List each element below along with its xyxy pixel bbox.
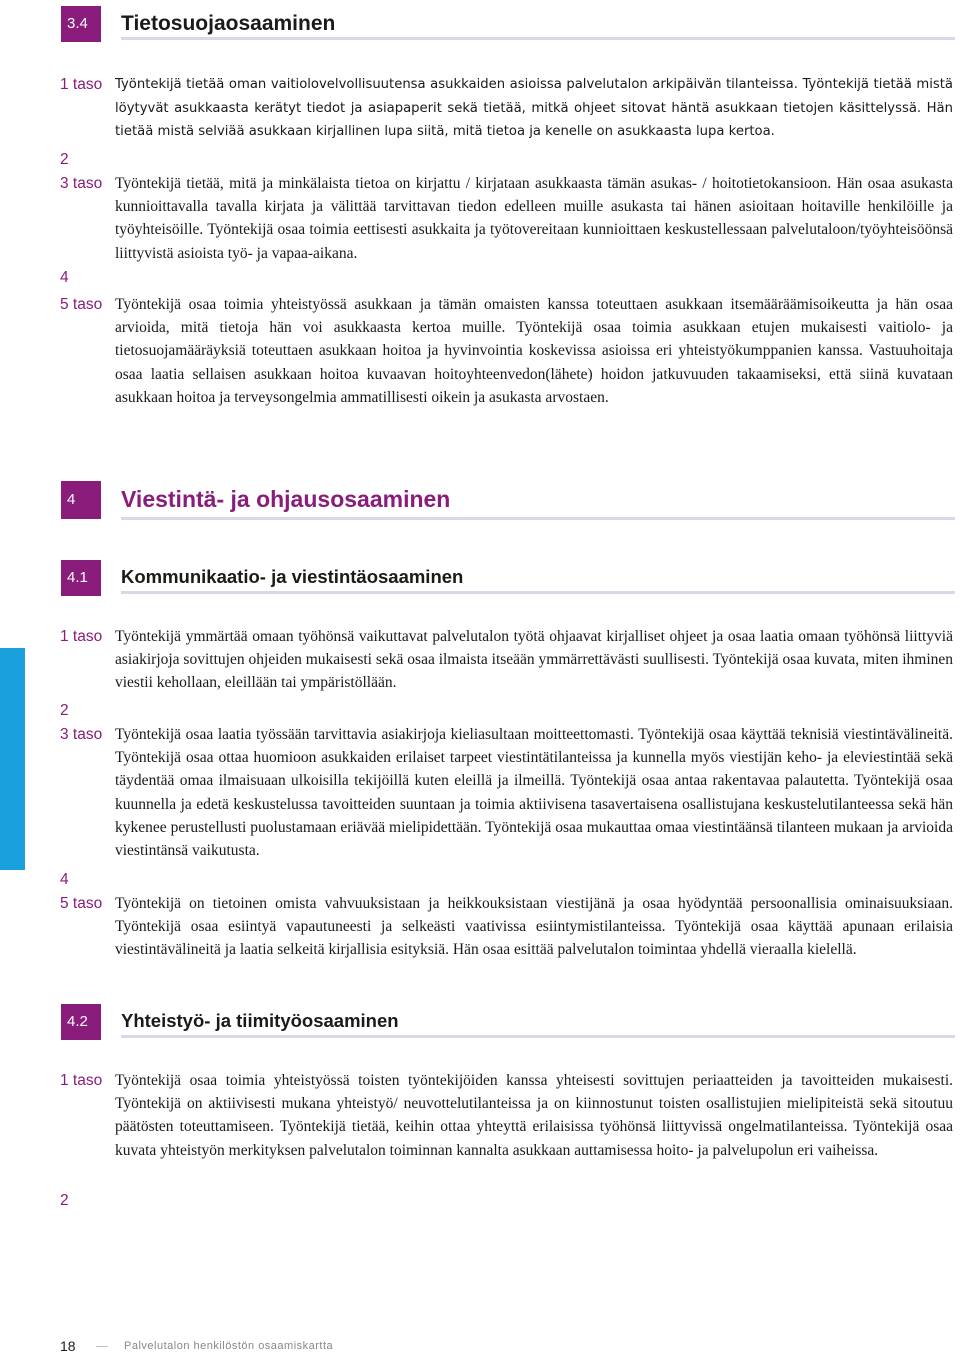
level-text: Työntekijä osaa toimia yhteistyössä toisten työntekijöiden kanssa yhteisesti sovittujen periaatteiden ja tavoitteiden mukaisesti. Työntekijä on aktiivisesti mukana yhteistyö/ neuvottelutilanteissa ja on kiinnostunut toisten osallistujien mielipiteistä sekä sitoutuu päätösten toteuttamiseen. Työntekijä tietää, keihin ottaa yhteyttä erilaisissa työhönsä liittyvissä ongelmatilanteissa. Työntekijä osaa kuvata yhteistyön merkityksen palvelutalon toiminnan kannalta asukkaan auttamisessa hoito- ja palvelupolun eri vaiheissa. [115,1072,953,1159]
level-label: 1 taso [60,76,103,93]
level-text: Työntekijä osaa toimia yhteistyössä asukkaan ja tämän omaisten kanssa toteuttaen asukkaan itsemääräämisoikeutta ja hän osaa arvioida, mitä tietoja hän voi asukkaasta kertoa muille. Työntekijä osaa toimia asukkaan etujen mukaisesti vaitiolo- ja tietosuojamääräyksiä toteuttaen asukkaan hoitoa ja hyvinvointia koskevissa asioissa eri yhteistyökumppanien kanssa. Vastuuhoitaja osaa laatia sellaisen asukkaan hoitoa kuvaavan hoitoyhteenvedon(lähete) hoidon jatkuvuuden takaamiseksi, että siinä kuvataan asukkaan hoitoa ja terveysongelmia ammatillisesti oikein ja asukasta arvostaen. [115,296,953,406]
level-label: 2 [60,151,69,168]
section-title: Yhteistyö- ja tiimityöosaaminen [121,1010,399,1031]
section-number-badge: 3.4 [61,6,101,42]
level-label: 2 [60,1192,69,1209]
section-rule [121,517,955,520]
level-label: 4 [60,269,69,286]
level-text: Työntekijä on tietoinen omista vahvuuksistaan ja heikkouksistaan viestijänä ja osaa hyödyntää persoonallisia ominaisuuksiaan. Työntekijä osaa esiintyä vapautuneesti ja selkeästi vaativissa esiintymistilanteissa. Työntekijä osaa käyttää apunaan erilaisia viestintävälineitä ja laatia selkeitä kirjallisia esityksiä. Hän osaa esittää palvelutalon toimintaa yhdellä vieraalla kielellä. [115,895,953,959]
footer-document-title: Palvelutalon henkilöstön osaamiskartta [124,1340,334,1352]
section-title: Tietosuojaosaaminen [121,12,336,35]
section-rule [121,37,955,40]
level-label: 1 taso [60,628,103,645]
section-rule [121,1035,955,1038]
level-text: Työntekijä ymmärtää omaan työhönsä vaikuttavat palvelutalon työtä ohjaavat kirjalliset ohjeet ja osaa laatia omaan työhönsä liittyviä asiakirjoja sovittujen ohjeiden mukaisesti sekä osaa ilmaista itseään ymmärrettävästi suullisesti. Työntekijä osaa kuvata, miten ihminen viestii kehollaan, eleillään tai ympäristöllään. [115,628,954,692]
section-number-badge: 4 [61,481,101,519]
level-label: 1 taso [60,1072,103,1089]
page-number: 18 [60,1338,76,1354]
section-number-badge: 4.1 [61,560,101,596]
level-label: 2 [60,702,69,719]
level-text: Työntekijä tietää oman vaitiolovelvollisuutensa asukkaiden asioissa palvelutalon arkipäivän tilanteissa. Työntekijä tietää mistä löytyvät asukkaasta kerätyt tiedot ja asiapaperit sekä tietää, mitkä ohjeet sitovat häntä asukkaan tietojen käsittelyssä. Hän tietää mistä selviää asukkaan kirjallinen lupa siitä, mitä tietoa ja kenelle on asukkaasta lupa kertoa. [115,77,953,139]
level-label: 5 taso [60,895,103,912]
section-title: Kommunikaatio- ja viestintäosaaminen [121,566,464,587]
level-label: 4 [60,871,69,888]
level-text: Työntekijä osaa laatia työssään tarvittavia asiakirjoja kieliasultaan moitteettomasti. Työntekijä osaa käyttää teknisiä viestintävälineitä. Työntekijä osaa ottaa huomioon asukkaiden erilaiset tarpeet viestintätilanteissa ja kunnella myös viestijän keho- ja eleviestintää sekä täydentää omaa ilmaisuaan ulkoisilla tekijöillä kuten eleillä ja ilmeillä. Työntekijä osaa antaa rakentavaa palautetta. Työntekijä osaa kuunnella ja edetä keskustelussa tavoitteiden suuntaan ja toimia aktiivisena tasavertaisena osallistujana keskustelutilanteessa sekä hän kykenee perustellusti puolustamaan eriävää mielipidettään. Työntekijä osaa mukauttaa omaa viestintäänsä tilanteen mukaan ja arvioida viestintänsä vaikutusta. [115,726,953,860]
level-label: 3 taso [60,726,103,743]
sidebar-accent-bar [0,648,25,870]
section-rule [121,591,955,594]
footer-separator: — [96,1338,108,1352]
level-text: Työntekijä tietää, mitä ja minkälaista tietoa on kirjattu / kirjataan asukkaasta tämän asukas- / hoitotietokansioon. Hän osaa asukasta kunnioittavalla tavalla kirjata ja välittää tarvittavan tiedon edelleen muille asukasta tai hänen asioitaan hoitaville henkilöille ja työyhteisöille. Työntekijä osaa toimia eettisesti asukkaita ja työtovereitaan kunnioittaen keskustellessaan palvelutaloon/työyhteisöönsä liittyvistä asioista työ- ja vapaa-aikana. [115,175,953,262]
section-number-badge: 4.2 [61,1004,101,1040]
level-label: 5 taso [60,296,103,313]
level-label: 3 taso [60,175,103,192]
section-title: Viestintä- ja ohjausosaaminen [121,486,451,512]
